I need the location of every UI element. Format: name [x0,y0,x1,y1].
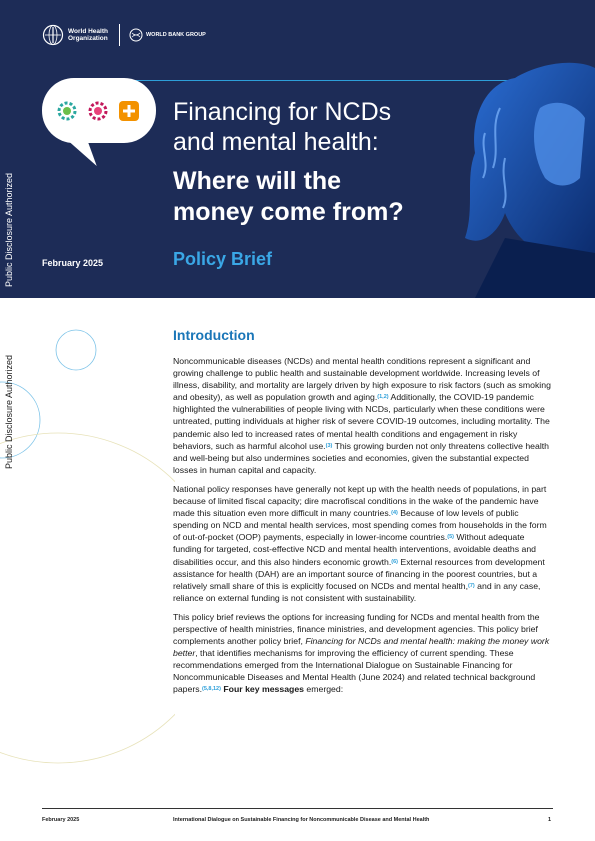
world-bank-logo-icon [129,28,143,42]
citation-ref[interactable]: (1,2) [377,394,389,401]
p1-text-b: Additionally, the COVID-19 pandemic highlighted the vulnerabilities of people living with NCDs, particularly when these conditions were untreated, putting individuals at higher risk of severe COVID-19 outcomes, including mortality. The pandemic also led to increased rates of mental health conditions and engagement in risky behaviors, such as harmful alcohol use. [173,392,550,451]
citation-ref[interactable]: (4) [391,510,398,517]
citation-ref[interactable]: (7) [468,582,475,589]
woman-portrait-illustration [445,38,595,298]
section-title-introduction: Introduction [173,327,255,343]
hexagon-ring-icon [87,100,109,122]
p2-text-d: External resources from development assistance for health (DAH) are an important source of financing in the poorest countries, but a relatively small share of this is explicitly focused on NCDs and mental health, [173,556,545,591]
who-logo-line2: Organization [68,35,108,42]
p2-text-c: Without adequate funding for targeted, cost-effective NCD and mental health interventions, avoidable deaths and disabilities occur, and this also hinders economic growth. [173,532,537,567]
title-bold-line1: Where will the [173,167,342,195]
body-text [173,355,553,703]
who-logo-text [68,28,108,42]
paragraph-1 [173,355,553,476]
document-type: Policy Brief [173,249,273,269]
speech-bubble [42,78,156,143]
p3-text-b: , that identifies mechanisms for improving the efficiency of current spending. These recommendations emerged from the International Dialogue on Sustainable Financing for Noncommunicable Diseases and Mental Health (June 2024) and related technical background papers. [173,648,536,695]
decorative-circles [0,298,175,768]
world-bank-logo-text: WORLD BANK GROUP [145,32,206,38]
citation-ref[interactable]: (5) [447,534,454,541]
title-line2: and mental health: [173,128,379,156]
logo-divider [119,24,120,46]
p3-bold: Four key messages [220,684,305,695]
title-bold [173,166,404,228]
who-logo-icon [42,24,64,46]
who-logo [42,24,108,46]
plus-icon [118,100,140,122]
watermark-hero: Public Disclosure Authorized [4,172,14,287]
title-bold-line2: money come from? [173,198,404,226]
citation-ref[interactable]: (5,8,12) [201,686,221,693]
publication-date: February 2025 [42,258,104,268]
title-light [173,97,391,157]
logos [42,24,206,46]
footer-date: February 2025 [42,817,80,823]
world-bank-logo [129,28,206,42]
p2-text-a: National policy responses have generally not kept up with the health needs of populations, in part because of limited fiscal capacity; dire macrofiscal conditions in the wake of the pandemic have made this situation even more difficult in many countries. [173,483,547,519]
paragraph-3 [173,611,553,696]
p3-text-c: emerged: [304,684,344,695]
footer-divider [42,808,553,809]
hero-banner [0,0,595,298]
p1-text-a: Noncommunicable diseases (NCDs) and mental health conditions represent a significant and growing challenge to public health and sustainable development worldwide. Increasing levels of illness, disability, and mortality are largely driven by high exposure to risk factors (such as smoking and obesity), as well as population growth and aging. [173,356,551,403]
paragraph-2 [173,483,553,604]
gear-ring-icon [56,100,78,122]
watermark-middle: Public Disclosure Authorized [4,354,14,469]
p2-text-e: and in any case, reliance on external funding is not consistent with sustainability. [173,580,541,603]
page-number: 1 [548,817,552,823]
citation-ref[interactable]: (6) [391,558,398,565]
who-logo-line1: World Health [68,28,108,35]
footer-title: International Dialogue on Sustainable Financing for Noncommunicable Disease and Mental Health [173,817,430,823]
p2-text-b: Because of low levels of public spending on NCD and mental health services, most spending comes from households in the form of out-of-pocket (OOP) payments, especially in lower-income countries. [173,508,547,543]
citation-ref[interactable]: (3) [325,442,333,449]
p3-text-a: This policy brief reviews the options for increasing funding for NCDs and mental health from the perspective of health ministries, finance ministries, and development agencies. This policy brief complements another policy brief, [173,611,540,647]
title-line1: Financing for NCDs [173,98,392,126]
p1-text-c: This growing burden not only threatens collective health and well-being but also undermines societies and economies, given the substantial expected losses in human capital and capacity. [173,440,550,475]
p3-italic-title: Financing for NCDs and mental health: making the money work better [173,636,550,659]
speech-bubble-tail [67,140,96,166]
